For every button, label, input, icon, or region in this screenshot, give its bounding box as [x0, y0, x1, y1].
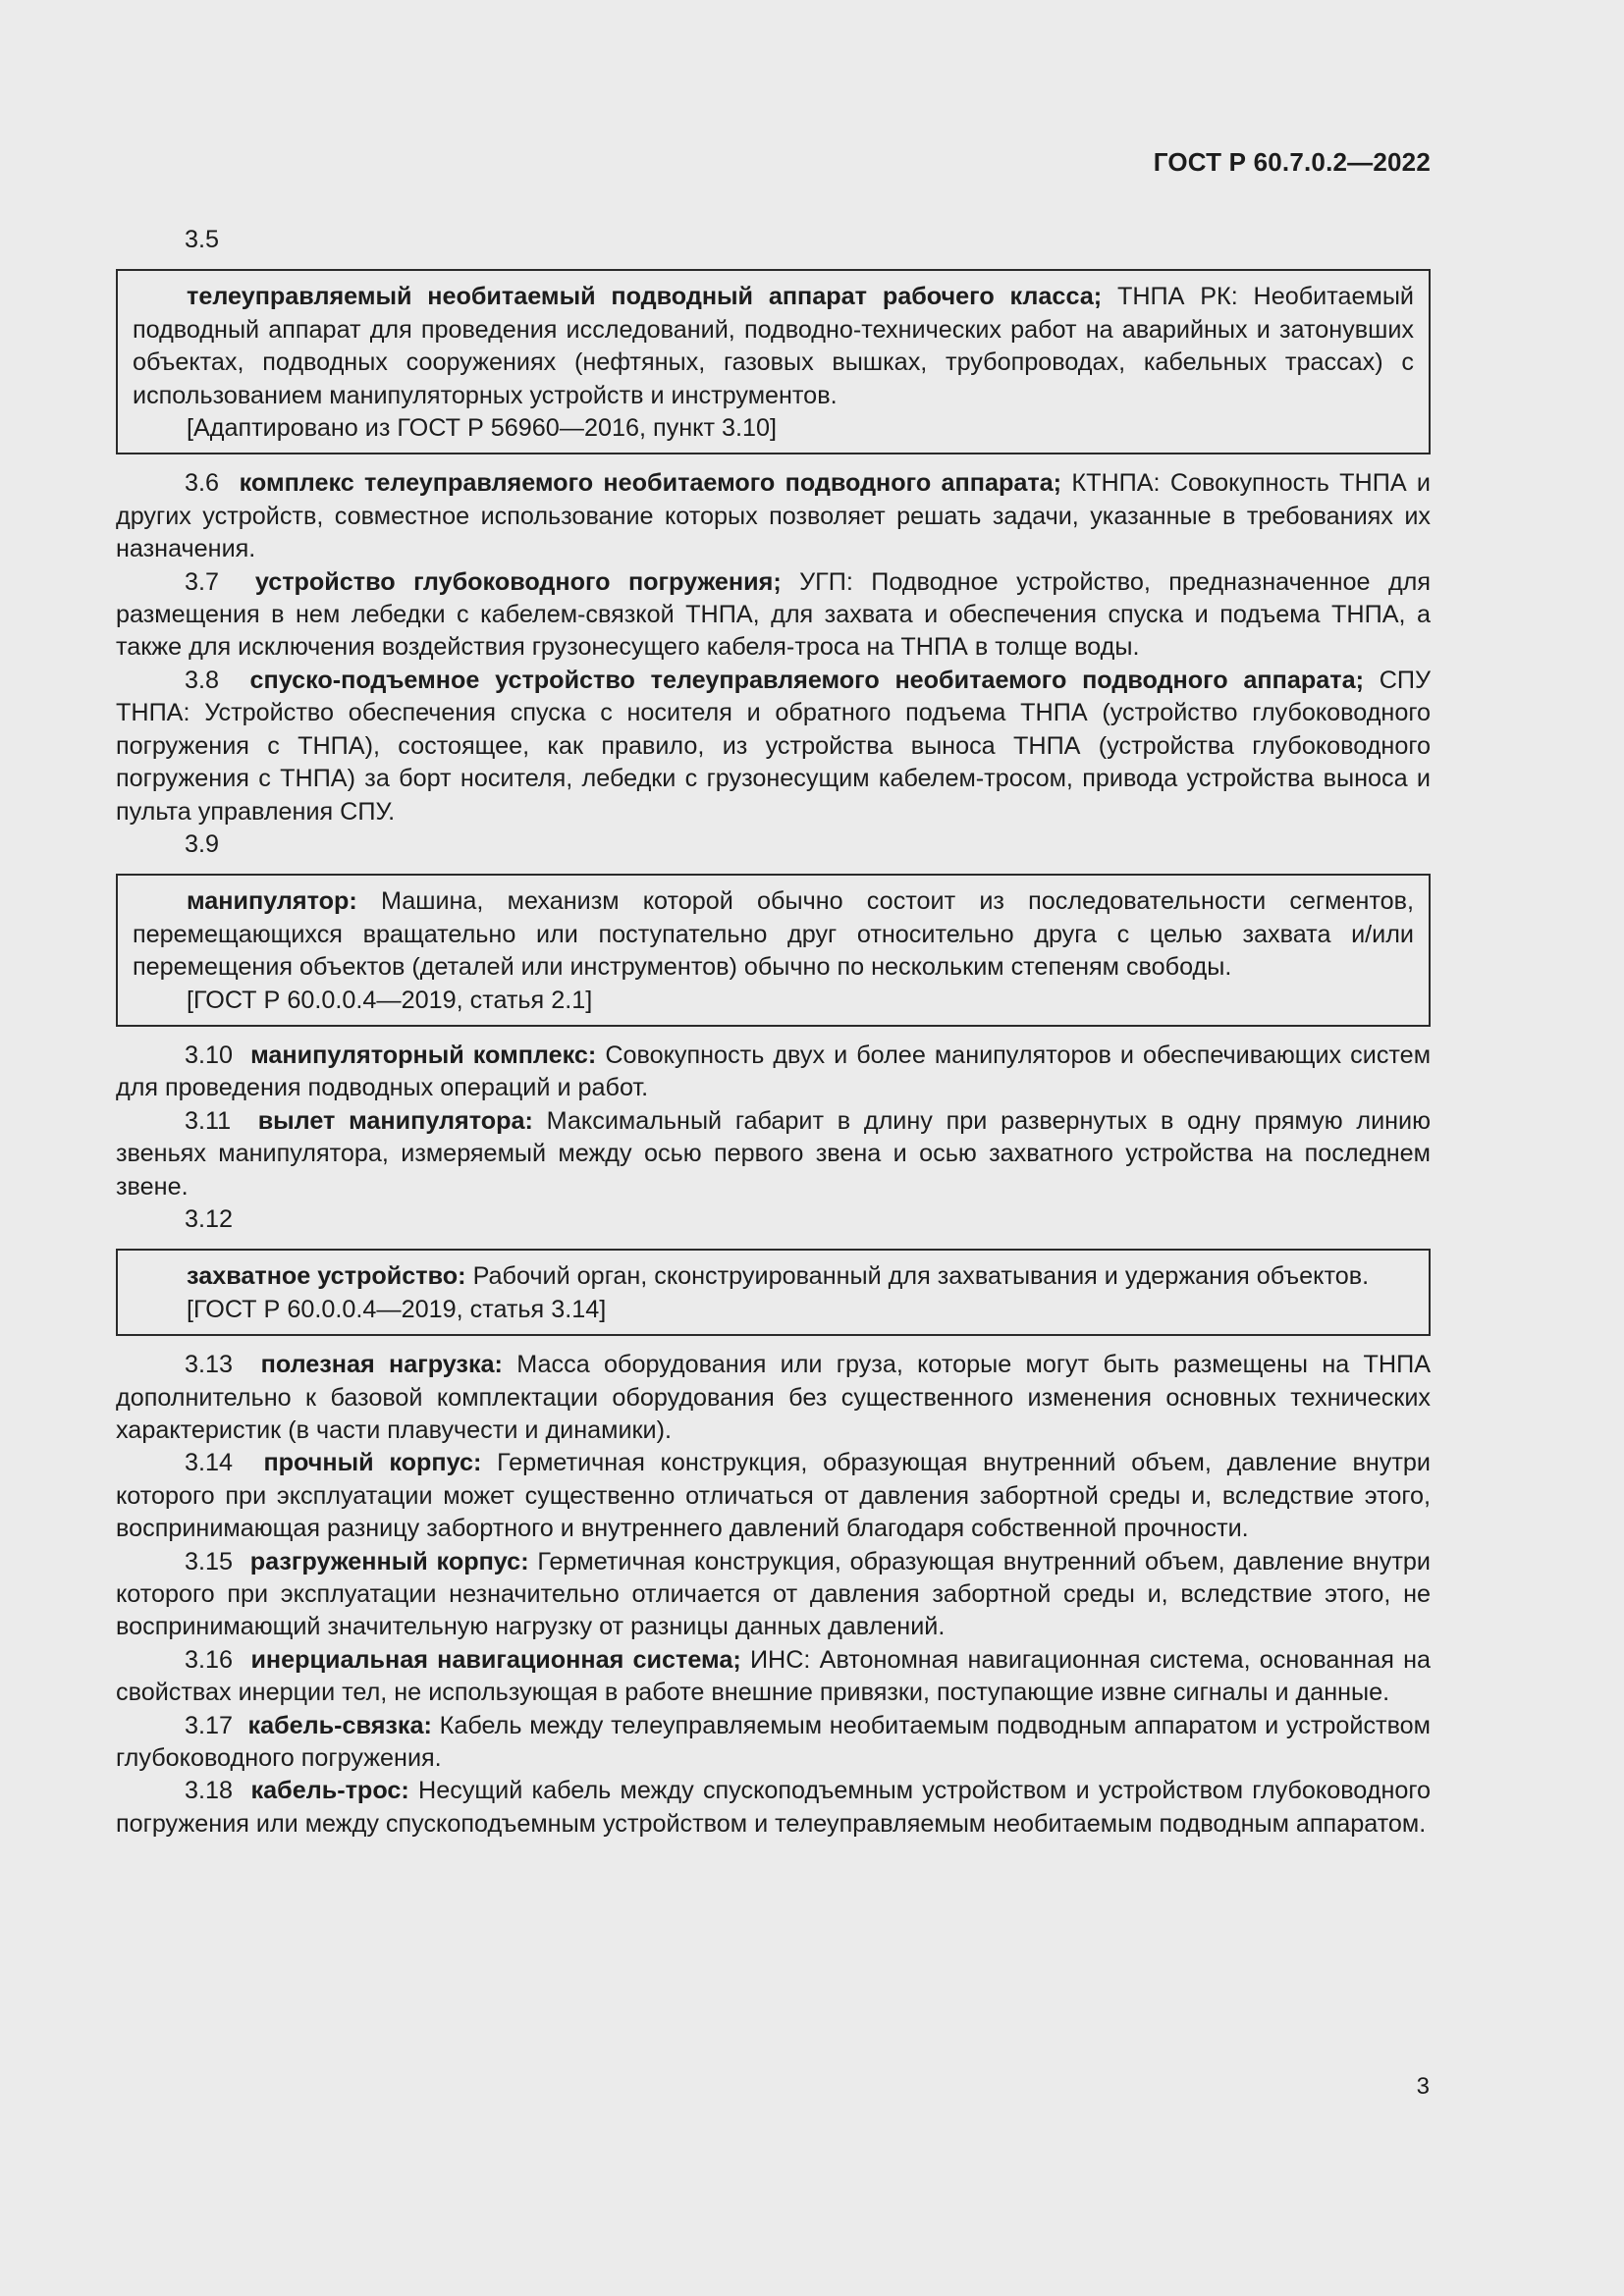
page-number: 3 — [1416, 2073, 1430, 2100]
term-number: 3.8 — [185, 666, 220, 694]
term-box-3-12 — [116, 1249, 1431, 1336]
term-number: 3.12 — [185, 1204, 234, 1233]
term-title: прочный корпус: — [263, 1449, 482, 1477]
term-number: 3.11 — [185, 1106, 232, 1135]
term-entry-3-8 — [116, 665, 1431, 828]
term-title: устройство глубоководного погружения; — [254, 567, 782, 596]
term-box-3-9 — [116, 874, 1431, 1027]
term-text: СПУ ТНПА: Устройство обеспечения спуска с носителя и обратного подъема ТНПА (устройство глубоководного погружения с ТНПА), состоящее, как правило, из устройства выноса ТНПА (устройства глубоководного погружения с ТНПА) за борт носителя, лебедки с грузонесущим кабелем-тросом, привода устройства выноса и пульта управления СПУ. — [116, 666, 1431, 826]
term-text: ИНС: Автономная навигационная система, основанная на свойствах инерции тел, не использующая в работе внешние привязки, поступающие извне сигналы и данные. — [116, 1645, 1431, 1707]
term-number: 3.15 — [185, 1547, 234, 1575]
term-text: Герметичная конструкция, образующая внутренний объем, давление внутри которого при эксплуатации незначительно отличается от давления забортной среды и, вследствие этого, не воспринимающий значительную нагрузку от разницы данных давлений. — [116, 1547, 1431, 1641]
term-entry-3-7 — [116, 566, 1431, 665]
term-number: 3.16 — [185, 1645, 234, 1674]
term-definition — [133, 885, 1414, 984]
term-text: Рабочий орган, сконструированный для захватывания и удержания объектов. — [472, 1262, 1370, 1291]
term-number: 3.13 — [185, 1351, 234, 1379]
term-title: кабель-трос: — [250, 1777, 409, 1805]
term-title: комплекс телеуправляемого необитаемого подводного аппарата; — [239, 469, 1062, 498]
term-entry-3-10 — [116, 1040, 1431, 1105]
term-entry-3-15 — [116, 1546, 1431, 1644]
term-text: Масса оборудования или груза, которые могут быть размещены на ТНПА дополнительно к базовой комплектации оборудования без существенного изменения основных технических характеристик (в части плавучести и динамики). — [116, 1351, 1431, 1444]
term-title: телеуправляемый необитаемый подводный аппарат рабочего класса; — [187, 283, 1103, 311]
term-entry-3-17 — [116, 1710, 1431, 1776]
term-title: разгруженный корпус: — [249, 1547, 529, 1575]
term-text: УГП: Подводное устройство, предназначенное для размещения в нем лебедки с кабелем-связкой ТНПА, для захвата и обеспечения спуска и подъема ТНПА, а также для исключения воздействия грузонесущего кабеля-троса на ТНПА в толще воды. — [116, 567, 1431, 662]
term-number: 3.6 — [185, 469, 220, 498]
term-number: 3.18 — [185, 1777, 234, 1805]
term-entry-3-13 — [116, 1349, 1431, 1447]
term-title: манипулятор: — [187, 887, 357, 916]
term-number: 3.9 — [185, 829, 220, 858]
term-entry-3-6 — [116, 467, 1431, 565]
term-title: манипуляторный комплекс: — [250, 1041, 597, 1069]
term-text: Кабель между телеуправляемым необитаемым подводным аппаратом и устройством глубоководного погружения. — [116, 1711, 1431, 1773]
term-entry-3-16 — [116, 1644, 1431, 1710]
terms-section — [116, 224, 1431, 1841]
term-entry-3-11 — [116, 1105, 1431, 1203]
term-text: Несущий кабель между спускоподъемным устройством и устройством глубоководного погружения или между спускоподъемным устройством и телеуправляемым необитаемым подводным аппаратом. — [116, 1777, 1432, 1838]
term-title: спуско-подъемное устройство телеуправляемого необитаемого подводного аппарата; — [249, 666, 1364, 694]
term-number: 3.14 — [185, 1449, 234, 1477]
term-text: Машина, механизм которой обычно состоит из последовательности сегментов, перемещающихся вращательно или поступательно друг относительно друга с целью захвата и/или перемещения объектов (деталей или инструментов) обычно по нескольким степеням свободы. — [133, 887, 1415, 982]
term-text: ТНПА РК: Необитаемый подводный аппарат для проведения исследований, подводно-технических работ на аварийных и затонувших объектах, подводных сооружениях (нефтяных, газовых вышках, трубопроводах, кабельных трассах) с использованием манипуляторных устройств и инструментов. — [133, 283, 1414, 409]
term-title: полезная нагрузка: — [260, 1351, 503, 1379]
term-number: 3.10 — [185, 1041, 234, 1069]
term-source: [ГОСТ Р 60.0.0.4—2019, статья 3.14] — [187, 1295, 607, 1323]
term-source: [Адаптировано из ГОСТ Р 56960—2016, пункт 3.10] — [187, 414, 778, 443]
term-text: Совокупность двух и более манипуляторов и обеспечивающих систем для проведения подводных операций и работ. — [116, 1041, 1432, 1102]
term-source: [ГОСТ Р 60.0.0.4—2019, статья 2.1] — [187, 986, 593, 1014]
document-code-header: ГОСТ Р 60.7.0.2—2022 — [1153, 147, 1431, 177]
term-definition — [133, 281, 1414, 412]
term-text: Герметичная конструкция, образующая внутренний объем, давление внутри которого при эксплуатации может существенно отличаться от давления забортной среды и, вследствие этого, воспринимающая разницу забортного и внутреннего давлений благодаря собственной прочности. — [116, 1449, 1431, 1543]
term-title: захватное устройство: — [187, 1262, 466, 1291]
term-text: Максимальный габарит в длину при развернутых в одну прямую линию звеньях манипулятора, измеряемый между осью первого звена и осью захватного устройства на последнем звене. — [116, 1106, 1432, 1201]
term-title: кабель-связка: — [247, 1711, 432, 1739]
term-number: 3.5 — [185, 226, 220, 253]
term-title: инерциальная навигационная система; — [250, 1645, 741, 1674]
term-number: 3.7 — [185, 567, 220, 596]
term-box-3-5 — [116, 269, 1431, 454]
term-text: КТНПА: Совокупность ТНПА и других устройств, совместное использование которых позволяет решать задачи, указанные в требованиях их назначения. — [116, 469, 1431, 563]
term-entry-3-18 — [116, 1775, 1431, 1841]
term-title: вылет манипулятора: — [257, 1106, 533, 1135]
term-entry-3-14 — [116, 1447, 1431, 1545]
term-number: 3.17 — [185, 1711, 234, 1739]
term-definition — [133, 1260, 1414, 1293]
